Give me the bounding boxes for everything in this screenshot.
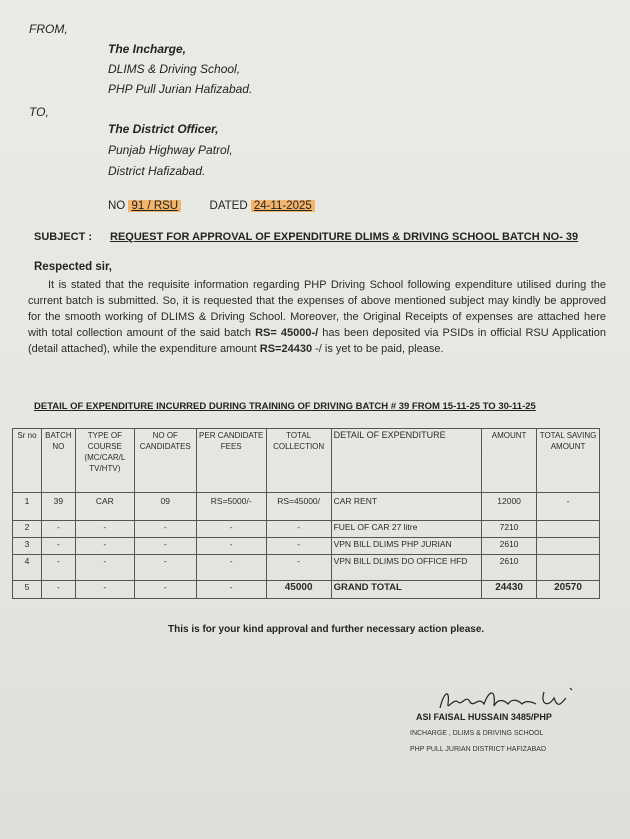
signatory-name: ASI FAISAL HUSSAIN 3485/PHP bbox=[416, 712, 552, 722]
signature-scribble bbox=[436, 684, 576, 714]
cell-candidates: 09 bbox=[134, 493, 196, 521]
header-sr: Sr no bbox=[13, 429, 42, 493]
salutation: Respected sir, bbox=[34, 261, 112, 273]
cell-amount: 2610 bbox=[482, 555, 537, 581]
cell-collection: RS=45000/ bbox=[266, 493, 331, 521]
footer-note: This is for your kind approval and further necessary action please. bbox=[168, 624, 485, 635]
header-collection: TOTAL COLLECTION bbox=[266, 429, 331, 493]
header-detail: DETAIL OF EXPENDITURE bbox=[331, 429, 482, 493]
from-label: FROM, bbox=[29, 22, 68, 36]
cell-collection: - bbox=[266, 555, 331, 581]
cell-batch: - bbox=[41, 521, 75, 538]
cell-course: - bbox=[75, 521, 134, 538]
header-amount: AMOUNT bbox=[482, 429, 537, 493]
subject-text: REQUEST FOR APPROVAL OF EXPENDITURE DLIMS & DRIVING SCHOOL BATCH NO- 39 bbox=[110, 231, 579, 243]
recipient-org: Punjab Highway Patrol, bbox=[108, 143, 233, 157]
cell-candidates: - bbox=[134, 521, 196, 538]
header-fees: PER CANDIDATE FEES bbox=[196, 429, 266, 493]
cell-course: - bbox=[75, 555, 134, 581]
header-course: TYPE OF COURSE (MC/CAR/L TV/HTV) bbox=[75, 429, 134, 493]
cell-batch: - bbox=[41, 538, 75, 555]
cell-amount: 7210 bbox=[482, 521, 537, 538]
subject-label: SUBJECT : bbox=[34, 231, 93, 243]
cell-collection: - bbox=[266, 521, 331, 538]
cell-grand-total-label: GRAND TOTAL bbox=[331, 581, 482, 599]
cell-total-amount: 24430 bbox=[482, 581, 537, 599]
table-row bbox=[13, 538, 600, 555]
cell-sr: 1 bbox=[13, 493, 42, 521]
cell-fees: - bbox=[196, 555, 266, 581]
table-row bbox=[13, 555, 600, 581]
body-text-2: has been deposited via PSIDs in official RSU Application (detail attached), while the expenditure amount bbox=[28, 327, 606, 355]
ref-no-label: NO bbox=[108, 200, 126, 212]
cell-amount: 12000 bbox=[482, 493, 537, 521]
cell-candidates: - bbox=[134, 555, 196, 581]
cell-detail: VPN BILL DLIMS PHP JURIAN bbox=[331, 538, 482, 555]
table-row bbox=[13, 521, 600, 538]
recipient-address: District Hafizabad. bbox=[108, 164, 206, 178]
cell-fees: RS=5000/- bbox=[196, 493, 266, 521]
reference-line bbox=[108, 200, 315, 212]
cell-total-saving: 20570 bbox=[537, 581, 600, 599]
sender-title: The Incharge, bbox=[108, 42, 187, 56]
cell-course: - bbox=[75, 581, 134, 599]
cell-fees: - bbox=[196, 521, 266, 538]
cell-saving bbox=[537, 538, 600, 555]
cell-amount: 2610 bbox=[482, 538, 537, 555]
recipient-title: The District Officer, bbox=[108, 122, 219, 136]
cell-fees: - bbox=[196, 581, 266, 599]
sender-org: DLIMS & Driving School, bbox=[108, 62, 241, 76]
cell-sr: 4 bbox=[13, 555, 42, 581]
cell-sr: 3 bbox=[13, 538, 42, 555]
cell-saving: - bbox=[537, 493, 600, 521]
signatory-address: PHP PULL JURIAN DISTRICT HAFIZABAD bbox=[410, 746, 547, 753]
table-header-row bbox=[13, 429, 600, 493]
header-candidates: NO OF CANDIDATES bbox=[134, 429, 196, 493]
cell-collection: - bbox=[266, 538, 331, 555]
body-text-1: It is stated that the requisite information regarding PHP Driving School following expenditure utilised during the current batch is submitted. So, it is requested that the expenses of above mentioned subject may kindly be approved for the smooth working of DLIMS & Driving School. Moreover, the Original Receipts of expenses are attached here with total collection amount of the said batch bbox=[28, 279, 606, 339]
signatory-designation: INCHARGE , DLIMS & DRIVING SCHOOL bbox=[410, 730, 544, 737]
cell-course: CAR bbox=[75, 493, 134, 521]
expenditure-table bbox=[12, 428, 600, 599]
cell-candidates: - bbox=[134, 581, 196, 599]
sender-address: PHP Pull Jurian Hafizabad. bbox=[108, 82, 253, 96]
body-expenditure-amount: RS=24430 bbox=[259, 343, 313, 355]
body-collection-amount: RS= 45000-/ bbox=[255, 327, 319, 339]
cell-sr: 5 bbox=[13, 581, 42, 599]
header-saving: TOTAL SAVING AMOUNT bbox=[537, 429, 600, 493]
cell-fees: - bbox=[196, 538, 266, 555]
cell-sr: 2 bbox=[13, 521, 42, 538]
cell-batch: - bbox=[41, 581, 75, 599]
detail-title: DETAIL OF EXPENDITURE INCURRED DURING TRAINING OF DRIVING BATCH # 39 FROM 15-11-25 TO 30-11-25 bbox=[34, 401, 536, 412]
to-label: TO, bbox=[29, 105, 49, 119]
cell-detail: VPN BILL DLIMS DO OFFICE HFD bbox=[331, 555, 482, 581]
table-total-row bbox=[13, 581, 600, 599]
body-text-3: -/ is yet to be paid, please. bbox=[312, 343, 444, 355]
ref-date-label: DATED bbox=[209, 200, 248, 212]
table-row bbox=[13, 493, 600, 521]
cell-batch: - bbox=[41, 555, 75, 581]
cell-total-collection: 45000 bbox=[266, 581, 331, 599]
header-batch: BATCH NO bbox=[41, 429, 75, 493]
cell-candidates: - bbox=[134, 538, 196, 555]
cell-course: - bbox=[75, 538, 134, 555]
body-paragraph bbox=[28, 277, 606, 357]
ref-date-value: 24-11-2025 bbox=[251, 200, 315, 212]
cell-saving bbox=[537, 555, 600, 581]
cell-detail: FUEL OF CAR 27 litre bbox=[331, 521, 482, 538]
cell-batch: 39 bbox=[41, 493, 75, 521]
ref-no-value: 91 / RSU bbox=[128, 200, 181, 212]
cell-detail: CAR RENT bbox=[331, 493, 482, 521]
cell-saving bbox=[537, 521, 600, 538]
